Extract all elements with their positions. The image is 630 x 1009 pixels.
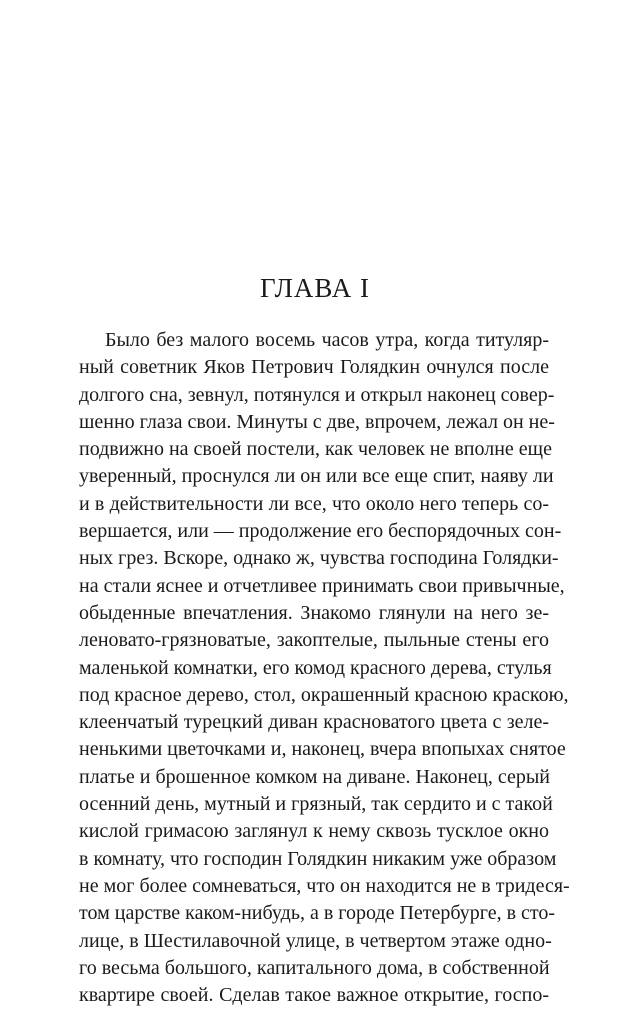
text-line: го весьма большого, капитального дома, в собственной [79,956,550,979]
text-line: уверенный, проснулся ли он или все еще спит, наяву ли [79,465,554,488]
text-line: и в действительности ли все, что около него теперь со- [79,492,549,515]
text-line: Было без малого восемь часов утра, когда титуляр- [105,329,549,351]
text-line: вершается, или — продолжение его беспорядочных сон- [79,520,562,543]
text-line: лице, в Шестилавочной улице, в четвертом этаже одно- [79,929,552,952]
chapter-title: ГЛАВА I [260,273,370,303]
text-line: подвижно на своей постели, как человек не вполне еще [79,438,552,461]
text-line: леновато-грязноватые, закоптелые, пыльные стены его [79,629,549,652]
text-line: шенно глаза свои. Минуты с две, впрочем, лежал он не- [79,410,555,433]
text-line: ных грез. Вскоре, однако ж, чувства господина Голядки- [79,547,559,570]
text-line: в комнату, что господин Голядкин никаким уже образом [79,847,557,870]
text-line: осенний день, мутный и грязный, так сердито и с такой [79,793,553,816]
text-line: маленькой комнатки, его комод красного дерева, стулья [79,656,552,679]
text-line: под красное дерево, стол, окрашенный красною краскою, [79,683,569,706]
text-line: клеенчатый турецкий диван красноватого цвета с зеле- [79,711,549,734]
text-line: обыденные впечатления. Знакомо глянули на него зе- [79,601,549,624]
text-line: кислой гримасою заглянул к нему сквозь тусклое окно [79,820,549,843]
text-line: долгого сна, зевнул, потянулся и открыл наконец совер- [79,383,555,406]
text-line: ненькими цветочками и, наконец, вчера впопыхах снятое [79,738,566,761]
body-text [79,327,570,1009]
text-line: ный советник Яков Петрович Голядкин очнулся после [79,356,549,379]
text-line: не мог более сомневаться, что он находится не в тридеся- [79,874,570,897]
text-line: том царстве каком-нибудь, а в городе Петербурге, в сто- [79,902,556,925]
text-line: квартире своей. Сделав такое важное открытие, госпо- [79,984,549,1007]
text-line: платье и брошенное комком на диване. Наконец, серый [79,765,550,788]
text-line: на стали яснее и отчетливее принимать свои привычные, [79,574,565,597]
